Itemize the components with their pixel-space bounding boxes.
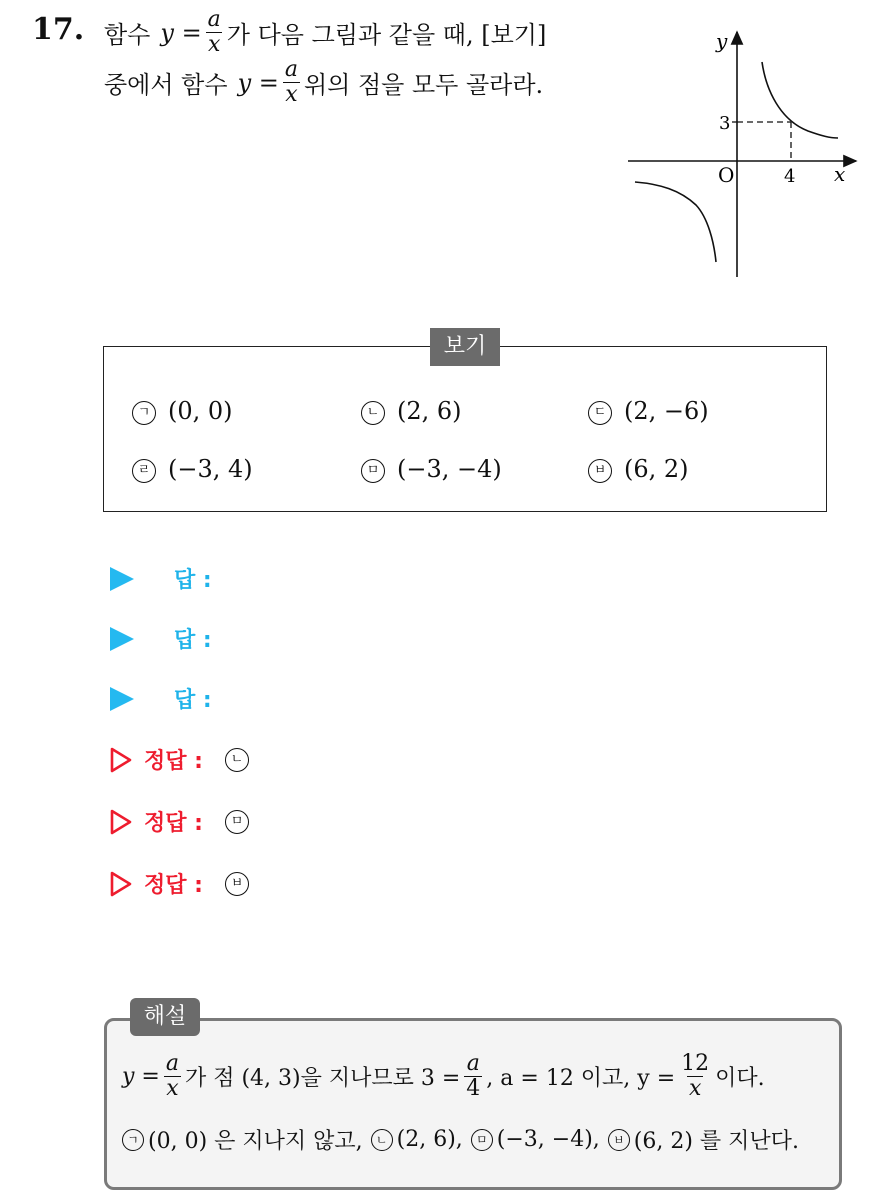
answer-row	[110, 683, 212, 714]
choice-item	[132, 455, 253, 483]
choice-mark: ㅂ	[588, 459, 612, 483]
question-number: 17.	[32, 12, 85, 47]
correct-answer-label: 정답 :	[144, 873, 203, 898]
bogi-box	[103, 346, 827, 512]
solution-box	[104, 1018, 842, 1190]
equation-lhs: y =	[237, 68, 279, 97]
correct-answer-label: 정답 :	[144, 749, 203, 774]
answer-label: 답 :	[174, 628, 212, 653]
choice-mark: ㄱ	[122, 1129, 144, 1151]
solution-text: (2, 6),	[396, 1127, 463, 1152]
y-axis-label: y	[716, 29, 728, 53]
solution-line-2	[122, 1124, 799, 1155]
choice-mark: ㄷ	[588, 401, 612, 425]
correct-answer-value: ㅁ	[225, 810, 249, 834]
solution-text: (6, 2) 를 지난다.	[633, 1129, 799, 1154]
choice-mark: ㄴ	[371, 1129, 393, 1151]
outline-triangle-icon	[110, 809, 132, 835]
choice-mark: ㄱ	[132, 401, 156, 425]
x-axis-label: x	[834, 162, 846, 186]
choice-item	[361, 397, 462, 425]
question-text: 함수	[104, 21, 151, 49]
play-triangle-icon	[110, 627, 134, 651]
choice-point: (6, 2)	[624, 455, 689, 483]
bogi-label: 보기	[430, 328, 500, 366]
choice-point: (0, 0)	[168, 397, 233, 425]
equation-lhs: y =	[122, 1064, 160, 1089]
answer-row	[110, 563, 212, 594]
solution-text: (−3, −4),	[496, 1127, 600, 1152]
origin-label: O	[718, 163, 735, 187]
fraction-denominator: x	[208, 32, 221, 57]
solution-text: 가 점 (4, 3)을 지나므로 3 =	[184, 1066, 461, 1091]
answer-label: 답 :	[174, 568, 212, 593]
question-line-1	[104, 8, 546, 57]
fraction-denominator: x	[688, 1076, 702, 1101]
solution-line-1	[122, 1052, 765, 1101]
curve-quadrant-3	[635, 182, 716, 262]
fraction-denominator: x	[285, 82, 298, 107]
choice-item	[588, 455, 689, 483]
fraction	[464, 1052, 482, 1101]
fraction	[164, 1052, 181, 1101]
fraction-denominator: 4	[466, 1076, 481, 1101]
play-triangle-icon	[110, 687, 134, 711]
fraction	[206, 8, 223, 57]
fraction	[283, 58, 300, 107]
curve-quadrant-1	[762, 62, 838, 138]
correct-answer-value: ㄴ	[225, 748, 249, 772]
choice-mark: ㅂ	[608, 1129, 630, 1151]
choice-point: (2, −6)	[624, 397, 709, 425]
fraction-numerator: a	[165, 1051, 179, 1076]
correct-answer-value: ㅂ	[225, 872, 249, 896]
choice-mark: ㅁ	[361, 459, 385, 483]
question-text: 위의 점을 모두 골라라.	[303, 71, 544, 99]
choice-mark: ㄹ	[132, 459, 156, 483]
correct-answer-row	[110, 744, 261, 775]
choice-item	[361, 455, 502, 483]
question-text: 중에서 함수	[104, 71, 228, 99]
choice-item	[588, 397, 709, 425]
choice-point: (2, 6)	[397, 397, 462, 425]
choice-mark: ㅁ	[471, 1129, 493, 1151]
question-text: 가 다음 그림과 같을 때, [보기]	[226, 21, 547, 49]
fraction-numerator: a	[207, 7, 221, 32]
x-tick-label: 4	[784, 166, 796, 187]
fraction-numerator: a	[466, 1051, 480, 1076]
fraction-numerator: 12	[681, 1051, 710, 1076]
fraction-denominator: x	[166, 1076, 179, 1101]
y-tick-label: 3	[719, 113, 731, 134]
solution-text: 이다.	[715, 1066, 765, 1091]
choice-point: (−3, 4)	[168, 455, 253, 483]
fraction	[679, 1052, 711, 1101]
solution-text: (0, 0) 은 지나지 않고,	[148, 1129, 363, 1154]
outline-triangle-icon	[110, 747, 132, 773]
solution-text: , a = 12 이고, y =	[486, 1066, 676, 1091]
outline-triangle-icon	[110, 871, 132, 897]
hyperbola-graph	[620, 20, 870, 285]
play-triangle-icon	[110, 567, 134, 591]
choice-mark: ㄴ	[361, 401, 385, 425]
answer-row	[110, 623, 212, 654]
correct-answer-row	[110, 806, 261, 837]
question-line-2	[104, 58, 543, 107]
choice-point: (−3, −4)	[397, 455, 502, 483]
fraction-numerator: a	[284, 57, 298, 82]
equation-lhs: y =	[160, 18, 202, 47]
choice-item	[132, 397, 233, 425]
correct-answer-row	[110, 868, 261, 899]
solution-label: 해설	[130, 998, 200, 1036]
answer-label: 답 :	[174, 688, 212, 713]
correct-answer-label: 정답 :	[144, 811, 203, 836]
